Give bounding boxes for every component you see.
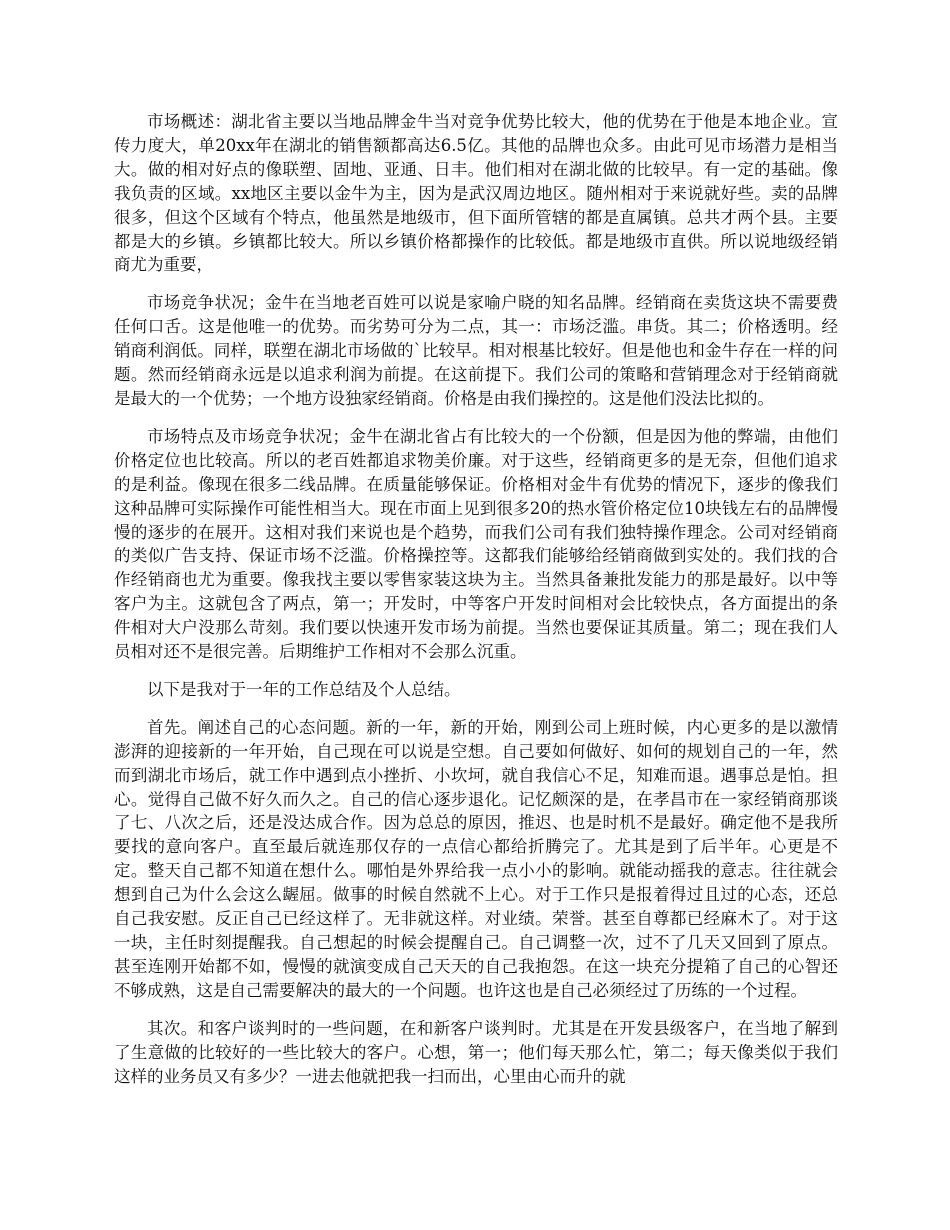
paragraph-market-overview: 市场概述：湖北省主要以当地品牌金牛当对竞争优势比较大，他的优势在于他是本地企业。宣传力度大，单20xx年在湖北的销售额都高达6.5亿。其他的品牌也众多。由此可见市场潜力是相当大。做的相对好点的像联塑、固地、亚通、日丰。他们相对在湖北做的比较早。有一定的基础。像我负责的区域。xx地区主要以金牛为主，因为是武汉周边地区。随州相对于来说就好些。卖的品牌很多，但这个区域有个特点，他虽然是地级市，但下面所管辖的都是直属镇。总共才两个县。主要都是大的乡镇。乡镇都比较大。所以乡镇价格都操作的比较低。都是地级市直供。所以说地级经销商尤为重要， bbox=[114, 112, 838, 275]
paragraph-market-features: 市场特点及市场竞争状况；金牛在湖北省占有比较大的一个份额，但是因为他的弊端，由他们价格定位也比较高。所以的老百姓都追求物美价廉。对于这些，经销商更多的是无奈，但他们追求的是利益。像现在很多二线品牌。在质量能够保证。价格相对金牛有优势的情况下，逐步的像我们这种品牌可实际操作可能性相当大。现在市面上见到很多20的热水管价格定位10块钱左右的品牌慢慢的逐步的在展开。这相对我们来说也是个趋势，而我们公司有我们独特操作理念。公司对经销商的类似广告支持、保证市场不泛滥。价格操控等。这都我们能够给经销商做到实处的。我们找的合作经销商也尤为重要。像我找主要以零售家装这块为主。当然具备兼批发能力的那是最好。以中等客户为主。这就包含了两点，第一；开发时，中等客户开发时间相对会比较快点，各方面提出的条件相对大户没那么苛刻。我们要以快速开发市场为前提。当然也要保证其质量。第二；现在我们人员相对还不是很完善。后期维护工作相对不会那么沉重。 bbox=[114, 426, 838, 662]
paragraph-mindset: 首先。阐述自己的心态问题。新的一年，新的开始，刚到公司上班时候，内心更多的是以激情澎湃的迎接新的一年开始，自己现在可以说是空想。自己要如何做好、如何的规划自己的一年，然而到湖北市场后，就工作中遇到点小挫折、小坎坷，就自我信心不足，知难而退。遇事总是怕。担心。觉得自己做不好久而久之。自己的信心逐步退化。记忆颇深的是，在孝昌市在一家经销商那谈了七、八次之后，还是没达成合作。因为总总的原因，推迟、也是时机不是最好。确定他不是我所要找的意向客户。直至最后就连那仅存的一点信心都给折腾完了。尤其是到了后半年。心更是不定。整天自己都不知道在想什么。哪怕是外界给我一点小小的影响。就能动摇我的意志。往往就会想到自己为什么会这么龌屈。做事的时候自然就不上心。对于工作只是报着得过且过的心态，还总自己我安慰。反正自己已经这样了。无非就这样。对业绩。荣誉。甚至自尊都已经麻木了。对于这一块，主任时刻提醒我。自己想起的时候会提醒自己。自己调整一次，过不了几天又回到了原点。甚至连刚开始都不如，慢慢的就演变成自己天天的自己我抱怨。在这一块充分提箱了自己的心智还不够成熟，这是自己需要解决的最大的一个问题。也许这也是自己必须经过了历练的一个过程。 bbox=[114, 717, 838, 1000]
paragraph-negotiation: 其次。和客户谈判时的一些问题，在和新客户谈判时。尤其是在开发县级客户，在当地了解到了生意做的比较好的一些比较大的客户。心想，第一；他们每天那么忙，第二；每天像类似于我们这样的业务员又有多少？一进去他就把我一扫而出，心里由心而升的就 bbox=[114, 1018, 838, 1086]
document-page bbox=[114, 110, 838, 1102]
paragraph-market-competition: 市场竞争状况；金牛在当地老百姓可以说是家喻户晓的知名品牌。经销商在卖货这块不需要费任何口舌。这是他唯一的优势。而劣势可分为二点，其一：市场泛滥。串货。其二；价格透明。经销商利润低。同样，联塑在湖北市场做的`比较早。相对根基比较好。但是他也和金牛存在一样的问题。然而经销商永远是以追求利润为前提。在这前提下。我们公司的策略和营销理念对于经销商就是最大的一个优势；一个地方设独家经销商。价格是由我们操控的。这是他们没法比拟的。 bbox=[114, 293, 838, 408]
paragraph-summary-intro: 以下是我对于一年的工作总结及个人总结。 bbox=[147, 679, 461, 699]
